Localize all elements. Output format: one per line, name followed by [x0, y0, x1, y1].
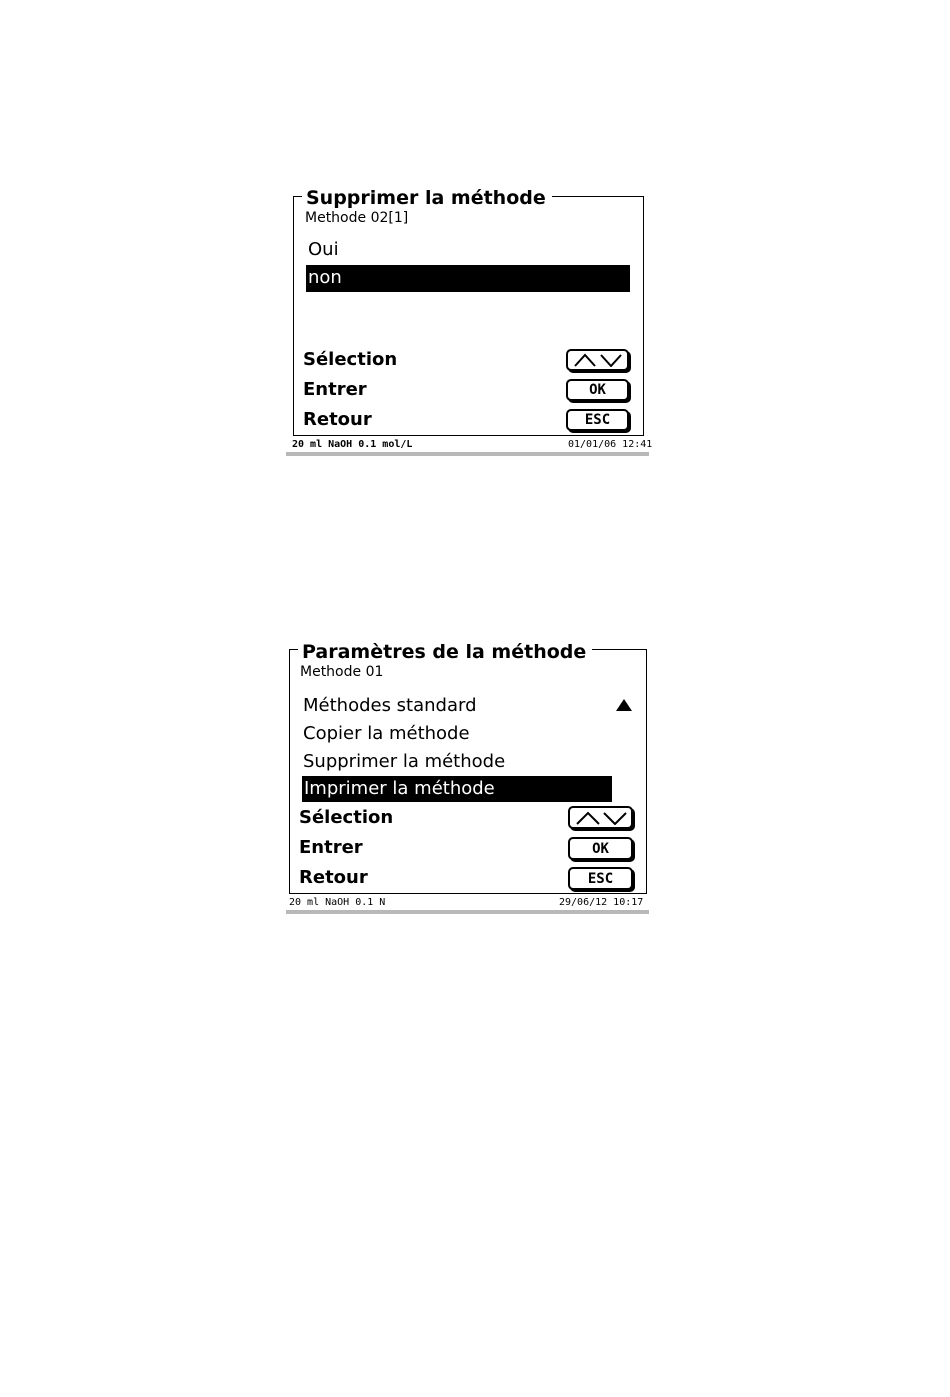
status-bar-divider — [286, 910, 649, 914]
menu-item-copy-method[interactable]: Copier la méthode — [303, 723, 470, 744]
status-bar-divider — [286, 452, 649, 456]
menu-item-delete-method[interactable]: Supprimer la méthode — [303, 751, 506, 772]
menu-item-standard-methods[interactable]: Méthodes standard — [303, 695, 477, 716]
esc-button[interactable]: ESC — [568, 867, 633, 890]
status-reagent: 20 ml NaOH 0.1 N — [289, 897, 386, 908]
back-label: Retour — [299, 867, 368, 888]
ok-button[interactable]: OK — [566, 379, 629, 401]
status-datetime: 01/01/06 12:41 — [568, 439, 653, 450]
back-label: Retour — [303, 409, 372, 430]
scroll-up-icon[interactable] — [616, 699, 632, 711]
up-down-arrows-icon — [572, 353, 624, 367]
esc-button[interactable]: ESC — [566, 409, 629, 431]
ok-button[interactable]: OK — [568, 837, 633, 860]
method-name: Methode 02[1] — [305, 210, 409, 226]
up-down-button[interactable] — [566, 349, 629, 371]
option-oui[interactable]: Oui — [308, 239, 339, 260]
status-reagent: 20 ml NaOH 0.1 mol/L — [292, 439, 413, 450]
dialog-title: Supprimer la méthode — [302, 189, 552, 208]
enter-label: Entrer — [299, 837, 363, 858]
dialog-title: Paramètres de la méthode — [298, 643, 592, 662]
menu-item-print-method[interactable]: Imprimer la méthode — [302, 776, 612, 802]
selection-label: Sélection — [303, 349, 398, 370]
option-non[interactable]: non — [306, 265, 630, 292]
up-down-arrows-icon — [574, 811, 628, 825]
up-down-button[interactable] — [568, 806, 633, 829]
enter-label: Entrer — [303, 379, 367, 400]
method-name: Methode 01 — [300, 664, 384, 680]
selection-label: Sélection — [299, 807, 394, 828]
status-datetime: 29/06/12 10:17 — [559, 897, 644, 908]
